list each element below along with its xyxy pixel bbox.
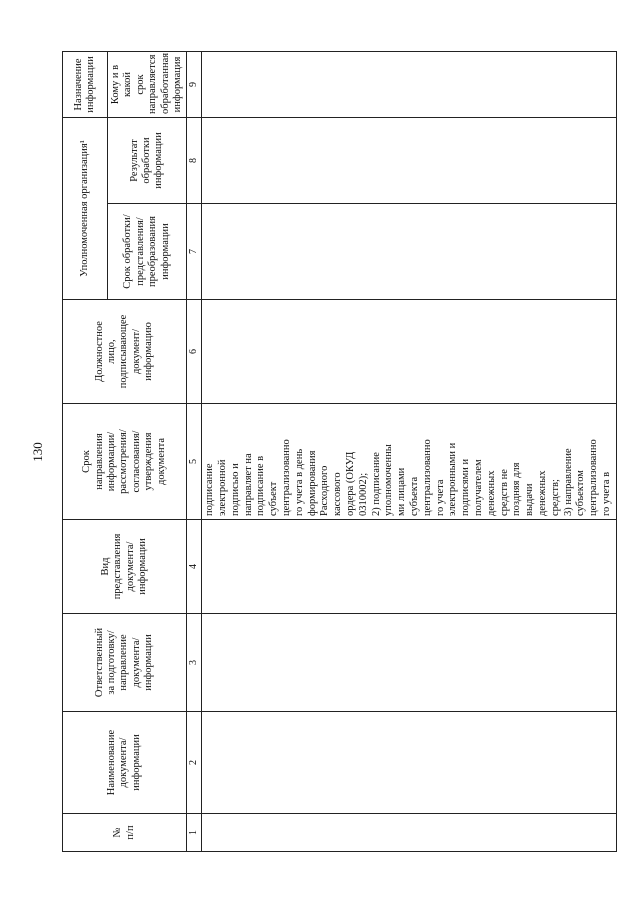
page-number: 130 xyxy=(30,442,45,462)
header-representation-type: Вид представления документа/ информации xyxy=(63,520,187,614)
cell-signing-official xyxy=(202,300,617,404)
column-number: 4 xyxy=(187,520,202,614)
column-number: 5 xyxy=(187,404,202,520)
table-row xyxy=(202,52,617,852)
cell-recipient xyxy=(202,52,617,118)
header-processing-deadline: Срок обработки/ представления/ преобразования информации xyxy=(108,204,187,300)
cell-responsible xyxy=(202,614,617,712)
cell-representation-type xyxy=(202,520,617,614)
rotated-table xyxy=(62,52,612,852)
cell-processing-result xyxy=(202,118,617,204)
column-number: 7 xyxy=(187,204,202,300)
column-number: 2 xyxy=(187,712,202,814)
column-number: 6 xyxy=(187,300,202,404)
header-signing-official: Должностное лицо, подписывающее документ/ информацию xyxy=(63,300,187,404)
cell-number xyxy=(202,814,617,852)
header-responsible: Ответственный за подготовку/ направление документа/ информации xyxy=(63,614,187,712)
column-number: 3 xyxy=(187,614,202,712)
header-recipient: Кому и в какой срок направляется обработанная информация xyxy=(108,52,187,118)
cell-processing-deadline xyxy=(202,204,617,300)
document-table-container xyxy=(62,52,640,840)
header-document-name: Наименование документа/ информации xyxy=(63,712,187,814)
column-number: 1 xyxy=(187,814,202,852)
column-number: 9 xyxy=(187,52,202,118)
cell-document-name xyxy=(202,712,617,814)
header-number: № п/п xyxy=(63,814,187,852)
header-processing-result: Результат обработки информации xyxy=(108,118,187,204)
header-information-purpose: Назначение информации xyxy=(63,52,108,118)
cell-deadline: подписание электронной подписью и направляет на подписание в субъект централизованно го учета в день формирования Расходного кассового ордера (ОКУД 0310002); 2) подписание уполномоченны ми лицами субъекта централизованно го учета электронными и подписями и получателем денежных средств не поздняя для выдачи денежных средств; 3) направление субъектом централизованно го учета в xyxy=(202,404,617,520)
column-number-row xyxy=(187,52,202,852)
header-authorized-organization: Уполномоченная организация¹ xyxy=(63,118,108,300)
document-table xyxy=(62,51,617,852)
header-deadline: Срок направления информации/ рассмотрения/ согласования/ утверждения документа xyxy=(63,404,187,520)
column-number: 8 xyxy=(187,118,202,204)
